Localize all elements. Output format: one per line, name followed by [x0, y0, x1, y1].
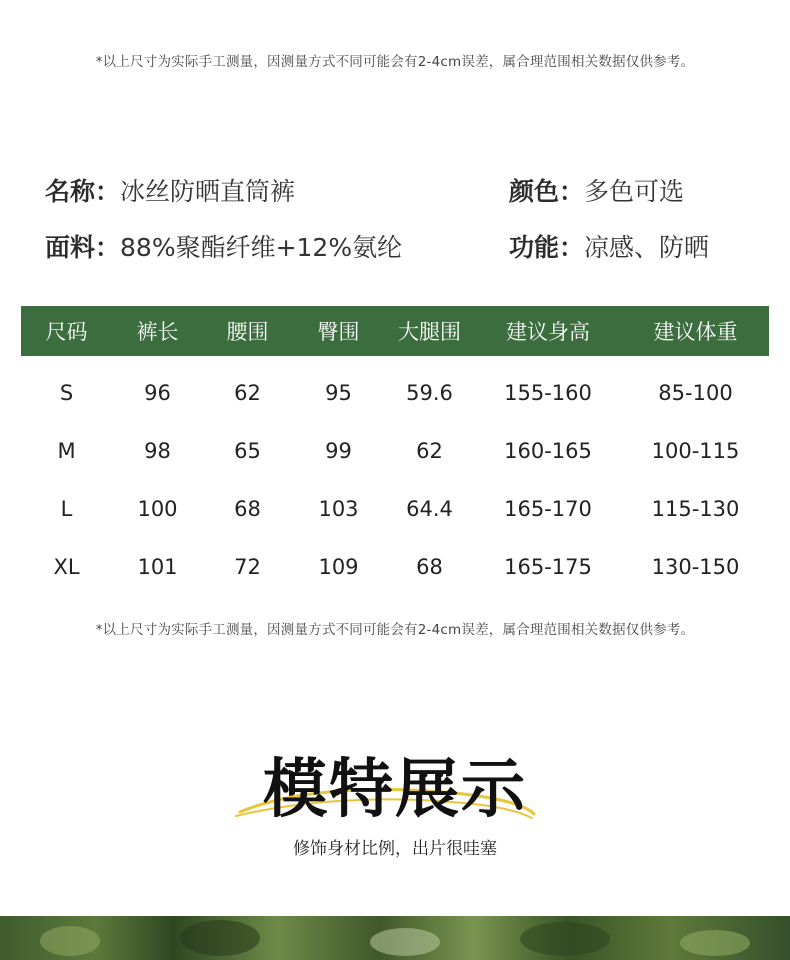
product-function-value: 凉感、防晒 [584, 233, 710, 262]
measurement-note-bottom: *以上尺寸为实际手工测量，因测量方式不同可能会有2-4cm误差，属合理范围相关数据仅供参考。 [95, 622, 695, 638]
cut-off-previous-row [0, 0, 790, 6]
table-cell: 103 [318, 497, 359, 521]
table-row [21, 422, 769, 480]
product-name-label: 名称： [45, 177, 121, 206]
section-title: 模特展示 [263, 753, 527, 827]
table-cell: 62 [234, 381, 261, 405]
product-color-label: 颜色： [509, 177, 585, 206]
table-cell: M [57, 439, 76, 463]
table-cell: 115-130 [651, 497, 740, 521]
table-cell: 95 [325, 381, 352, 405]
product-name [45, 172, 295, 208]
header-size: 尺码 [21, 306, 112, 356]
product-function-label: 功能： [509, 233, 585, 262]
table-cell: S [59, 381, 74, 405]
product-color-value: 多色可选 [584, 177, 685, 206]
table-cell: 165-175 [504, 555, 592, 579]
product-name-value: 冰丝防晒直筒裤 [120, 177, 296, 206]
product-function [509, 228, 709, 264]
header-thigh: 大腿围 [385, 306, 474, 356]
table-cell: 130-150 [651, 555, 740, 579]
product-color [509, 172, 684, 208]
product-fabric-value: 88%聚酯纤维+12%氨纶 [120, 233, 403, 262]
section-subtitle: 修饰身材比例，出片很哇塞 [293, 839, 497, 859]
table-row [21, 480, 769, 538]
table-cell: 85-100 [658, 381, 733, 405]
table-cell: 155-160 [504, 381, 592, 405]
size-chart-header-row [21, 306, 769, 356]
table-row [21, 356, 769, 422]
table-cell: 96 [144, 381, 171, 405]
table-cell: 59.6 [406, 381, 453, 405]
table-row [21, 538, 769, 596]
table-cell: 160-165 [504, 439, 592, 463]
table-cell: 100-115 [651, 439, 740, 463]
header-hip: 臀围 [292, 306, 385, 356]
table-cell: 68 [234, 497, 261, 521]
table-cell: 109 [318, 555, 359, 579]
product-fabric [45, 228, 402, 264]
header-suggested-height: 建议身高 [474, 306, 622, 356]
table-cell: 65 [234, 439, 261, 463]
table-cell: 99 [325, 439, 352, 463]
table-cell: 100 [137, 497, 178, 521]
table-cell: XL [53, 555, 80, 579]
table-cell: 62 [416, 439, 443, 463]
header-suggested-weight: 建议体重 [622, 306, 769, 356]
table-cell: 101 [137, 555, 178, 579]
header-waist: 腰围 [203, 306, 292, 356]
model-photo-foliage [0, 916, 790, 960]
model-showcase-heading [0, 738, 790, 828]
table-cell: 72 [234, 555, 261, 579]
table-cell: 98 [144, 439, 171, 463]
product-fabric-label: 面料： [45, 233, 121, 262]
measurement-note-top: *以上尺寸为实际手工测量，因测量方式不同可能会有2-4cm误差，属合理范围相关数据仅供参考。 [95, 54, 695, 70]
table-cell: 64.4 [406, 497, 453, 521]
header-pants-length: 裤长 [112, 306, 203, 356]
size-chart-table [21, 306, 769, 596]
table-cell: 165-170 [504, 497, 592, 521]
table-cell: L [60, 497, 73, 521]
table-cell: 68 [416, 555, 443, 579]
